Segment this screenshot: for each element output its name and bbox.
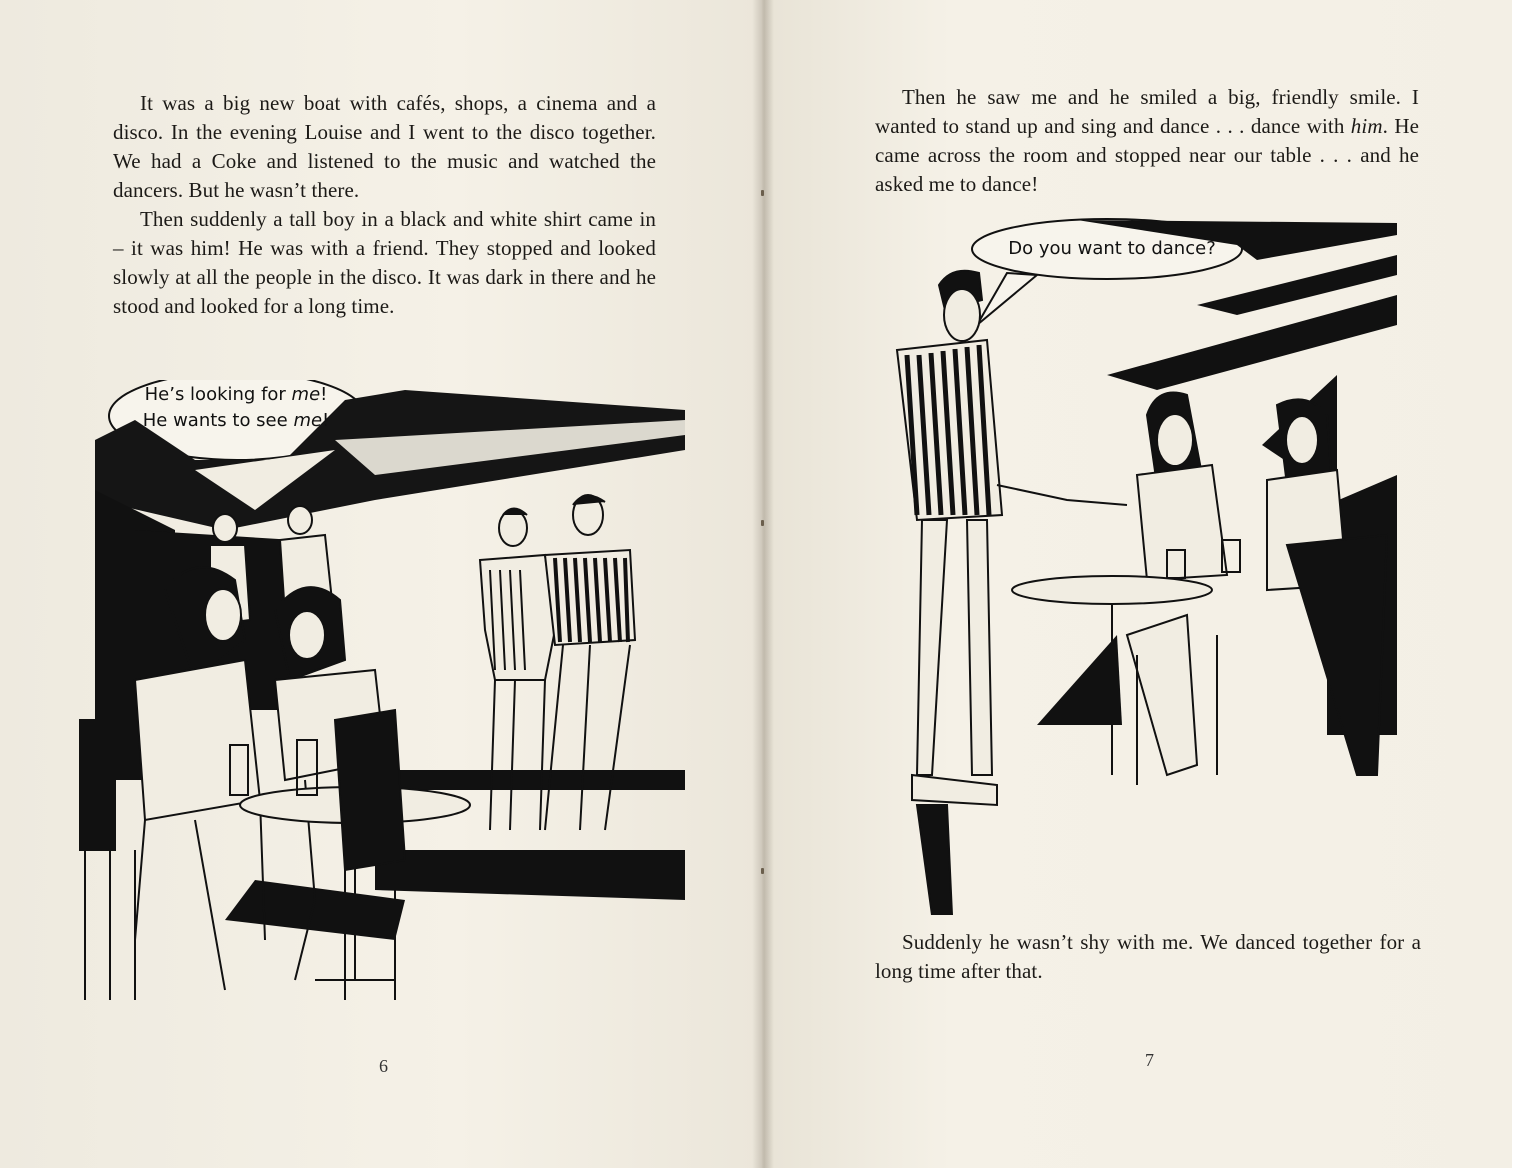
bubble-line-2 <box>143 410 330 431</box>
left-paragraph-2: Then suddenly a tall boy in a black and white shirt came in – it was him! He was with a friend. They stopped and looked slowly at all the people in the disco. It was dark in there and he stood and looked for a long time. <box>113 207 656 318</box>
binding-stitch <box>761 868 764 874</box>
right-page-text-top <box>875 83 1419 199</box>
right-page-text-bottom <box>875 928 1421 986</box>
bubble-line-1-emphasis: me <box>291 384 321 405</box>
bubble-line-1-end: ! <box>320 384 328 405</box>
book-gutter <box>752 0 774 1168</box>
binding-stitch <box>761 190 764 196</box>
left-paragraph-1: It was a big new boat with cafés, shops, a cinema and a disco. In the evening Louise and I went to the disco together. We had a Coke and listened to the music and watched the dancers. But he wasn’t there. <box>113 91 656 202</box>
right-paragraph-1-start: Then he saw me and he smiled a big, friendly smile. I wanted to stand up and sing and dance . . . dance with <box>875 85 1419 138</box>
bubble-line-1 <box>145 384 328 405</box>
bubble-line-2-end: ! <box>322 410 330 431</box>
right-paragraph-1-emphasis: him <box>1350 114 1383 138</box>
bubble-line-1-start: He’s looking for <box>144 384 292 405</box>
dance-invitation-illustration <box>857 215 1477 915</box>
disco-illustration <box>75 380 695 1020</box>
page-number-left: 6 <box>379 1056 388 1076</box>
right-page <box>762 0 1518 1168</box>
bubble-line-2-emphasis: me <box>293 410 323 431</box>
page-edge <box>1512 0 1518 1168</box>
left-page-text <box>113 89 656 321</box>
binding-stitch <box>761 520 764 526</box>
right-paragraph-2: Suddenly he wasn’t shy with me. We danced together for a long time after that. <box>875 930 1421 983</box>
speech-bubble-left-text <box>118 382 354 434</box>
speech-bubble-right-text: Do you want to dance? <box>1008 238 1216 259</box>
right-paragraph-1 <box>875 83 1419 199</box>
page-number-right: 7 <box>1145 1050 1154 1070</box>
right-paragraph-1-end: . He came across the room and stopped near our table . . . and he asked me to dance! <box>875 114 1420 196</box>
bubble-line-2-start: He wants to see <box>142 410 294 431</box>
